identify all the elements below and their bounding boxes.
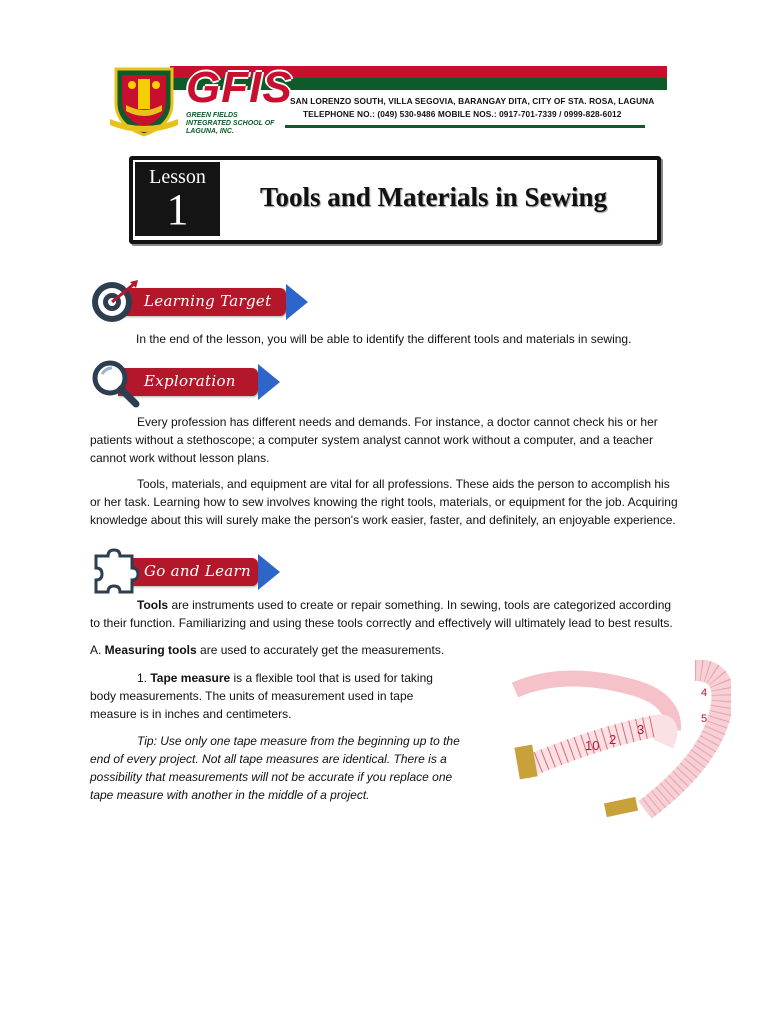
measuring-def: are used to accurately get the measurements. [196, 643, 445, 657]
school-telephone: TELEPHONE NO.: (049) 530-9486 MOBILE NOS.: 0917-701-7339 / 0999-828-6012 [303, 109, 622, 119]
lesson-title: Tools and Materials in Sewing [260, 182, 608, 212]
go-and-learn-banner [90, 548, 285, 594]
exploration-paragraph-2: Tools, materials, and equipment are vital for all professions. These aids the person to accomplish his or her task. Learning how to sew involves knowing the right tools, materials, or equipment for the job. Acquiring knowledge about this will surely make the person's work easier, faster, and definitely, an enjoyable experience. [90, 477, 678, 527]
svg-text:5: 5 [701, 713, 708, 725]
measuring-term: Measuring tools [104, 643, 197, 657]
exploration-banner [90, 358, 285, 404]
go-and-learn-label: Go and Learn [144, 562, 251, 580]
tape-prefix: 1. [137, 671, 151, 685]
measuring-tools-line [90, 641, 680, 659]
tape-term: Tape measure [150, 671, 231, 685]
svg-text:10: 10 [585, 738, 600, 753]
lesson-word: Lesson [149, 166, 206, 188]
gfis-logo: GFIS [186, 63, 293, 112]
lesson-number-box [135, 162, 220, 236]
target-icon [90, 278, 140, 328]
school-address: SAN LORENZO SOUTH, VILLA SEGOVIA, BARANGAY DITA, CITY OF STA. ROSA, LAGUNA [290, 96, 655, 106]
puzzle-icon [90, 548, 140, 598]
tape-measure-image [505, 660, 731, 830]
magnifier-icon [90, 358, 140, 408]
lesson-number: 1 [166, 185, 189, 234]
school-crest-icon [108, 63, 180, 137]
svg-text:4: 4 [701, 687, 708, 699]
svg-text:3: 3 [637, 722, 645, 737]
exploration-paragraph-1: Every profession has different needs and demands. For instance, a doctor cannot check his or her patients without a stethoscope; a computer system analyst cannot work without a computer, and a teacher cannot work without lesson plans. [90, 415, 658, 465]
svg-text:2: 2 [609, 732, 617, 747]
measuring-prefix: A. [90, 643, 105, 657]
tape-def: is a flexible tool that is used for taking body measurements. The units of measurement used in tape measure is in inches and centimeters. [90, 671, 433, 721]
learning-target-label: Learning Target [144, 292, 272, 310]
learning-target-text: In the end of the lesson, you will be able to identify the different tools and materials in sewing. [136, 332, 632, 346]
tape-measure-tip: Tip: Use only one tape measure from the beginning up to the end of every project. Not all tape measures are identical. There is a possibility that measurements will not be accurate if you replace one tape measure with another in the middle of a project. [90, 734, 460, 802]
exploration-label: Exploration [144, 372, 236, 390]
header-rule [285, 125, 645, 128]
school-name: GREEN FIELDS INTEGRATED SCHOOL OF LAGUNA, INC. [186, 112, 275, 135]
tools-def: are instruments used to create or repair something. In sewing, tools are categorized according to their function. Familiarizing and using these tools correctly and effectively will ultimately lead to best results. [90, 598, 673, 630]
tape-measure-definition [90, 669, 455, 723]
tools-term: Tools [137, 598, 169, 612]
learning-target-banner [90, 278, 310, 324]
tools-definition [90, 596, 680, 632]
